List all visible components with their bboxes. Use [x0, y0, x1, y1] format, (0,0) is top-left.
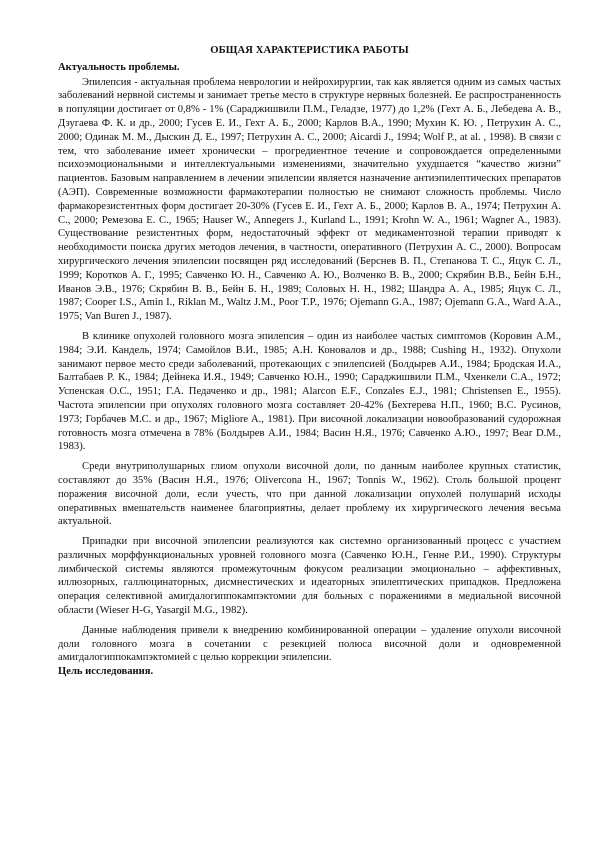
- page-title: ОБЩАЯ ХАРАКТЕРИСТИКА РАБОТЫ: [210, 45, 409, 56]
- document-page: [58, 44, 561, 680]
- relevance-heading: Актуальность проблемы.: [58, 61, 180, 73]
- paragraph-2: В клинике опухолей головного мозга эпилепсия – один из наиболее частых симптомов (Коровин А.М., 1984; Э.И. Кандель, 1974; Самойлов В.И., 1985; А.Н. Коновалов и др., 1988; Cushing H., 1932). Опухоли занимают первое место среди заболеваний, протекающих с эпилепсией (Болдырев А.И., 1984; Бродская И.А., Балтабаев Р. К., 1984; Дейнека И.Я., 1949; Савченко Ю.Н., 1990; Сараджишвили П.М., Чхенкели С.А., 1972; Успенская О.С., 1951; Г.А. Педаченко и др., 1981; Alarcon E.F., Conzales E.J., 1981; Christensen E., 1955). Частота эпилепсии при опухолях головного мозга составляет 20-42% (Бехтерева Н.П., 1960; В.С. Русинов, 1973; Горбачев М.С. и др., 1967; Migliore A., 1981). При височной локализации новообразований судорожная готовность мозга отмечена в 78% (Болдырев А.И., 1984; Васин Н.Я., 1976; Савченко А.Ю., 1997; Bear D.M., 1983).: [58, 330, 561, 453]
- paragraph-1: Эпилепсия - актуальная проблема неврологии и нейрохирургии, так как является одним из самых частых заболеваний нервной системы и занимает третье место в структуре нервных болезней. Ее распространенность в популяции достигает от 0,8% - 1% (Сараджишвили П.М., Геладзе, 1977) до 1,2% (Гехт А. Б., Лебедева А. В., Дзугаева Ф. К. и др., 2000; Гусев Е. И., Гехт А. Б., 2000; Карлов В.А., 1990; Мухин К. Ю. , Петрухин А. С., 2000; Одинак М. М., Дыскин Д. Е., 1997; Петрухин А. С., 2000; Aicardi J., 1994; Wolf P., at al. , 1998). В связи с тем, что заболевание имеет хронически – прогредиентное течение и сопровождается определенными психоэмоциональными и интеллектуальными изменениями, значительно ухудшается “качество жизни” пациентов. Базовым направлением в лечении эпилепсии является назначение антиэпилептических препаратов (АЭП). Современные возможности фармакотерапии полностью не снимают сложность проблемы. Число фармакорезистентных форм достигает 20-30% (Гусев Е. И., Гехт А. Б., 2000; Карлов В. А., 1974; Петрухин А. С., 2000; Ремезова Е. С., 1965; Hauser W., Annegers J., Kurland L., 1991; Krohn W. A., 1961; Wagner A., 1983). Существование резистентных форм, недостаточный эффект от медикаментозной терапии приводят к необходимости поиска других методов лечения, в частности, оперативного (Петрухин А. С., 2000). Вопросам хирургического лечения эпилепсии посвящен ряд исследований (Берснев В. П., Степанова Т. С., Яцук С. Л., 1999; Коротков А. Г., 1995; Савченко Ю. Н., Савченко А. Ю., Волченко В. В., 2000; Скрябин В.В., Бейн Б.Н., Иванов Э.В., 1976; Скрябин В. В., Бейн Б. Н., 1989; Соловых Н. Н., 1982; Шандра А. А., 1985; Яцук С. Л., 1987; Cooper I.S., Amin I., Riklan M., Waltz J.M., Poor T.P., 1976; Ojemann G.A., 1987; Ojemann G.A., Ward A.A., 1975; Van Buren J., 1987).: [58, 76, 561, 323]
- paragraph-5: Данные наблюдения привели к внедрению комбинированной операции – удаление опухоли височной доли головного мозга в сочетании с резекцией полюса височной доли и одновременной амигдалогиппокампэктомией с целью коррекции эпилепсии.: [58, 624, 561, 664]
- aim-heading: Цель исследования.: [58, 666, 154, 678]
- paragraph-4: Припадки при височной эпилепсии реализуются как системно организованный процесс с участием различных морффункциональных уровней головного мозга (Савченко Ю.Н., Генне Р.И., 1990). Структуры лимбической системы являются промежуточным фокусом реализации эмоционально – аффективных, иллюзорных, галлюцинаторных, дисмнестических и идеаторных эпилептических припадков. Предложена операция селективной амигдалогиппокампэктомии для больных с поражениями в медиальной височной области (Wieser H-G, Yasargil M.G., 1982).: [58, 536, 561, 617]
- paragraph-3: Среди внутриполушарных глиом опухоли височной доли, по данным наиболее крупных статистик, составляют до 35% (Васин Н.Я., 1976; Olivercona H., 1967; Tonnis W., 1962). Столь большой процент поражения височной доли, если учесть, что при данной локализации опухолей полушарий исходы оперативных вмешательств наименее благоприятны, делает проблему их хирургического лечения весьма актуальной.: [58, 461, 561, 528]
